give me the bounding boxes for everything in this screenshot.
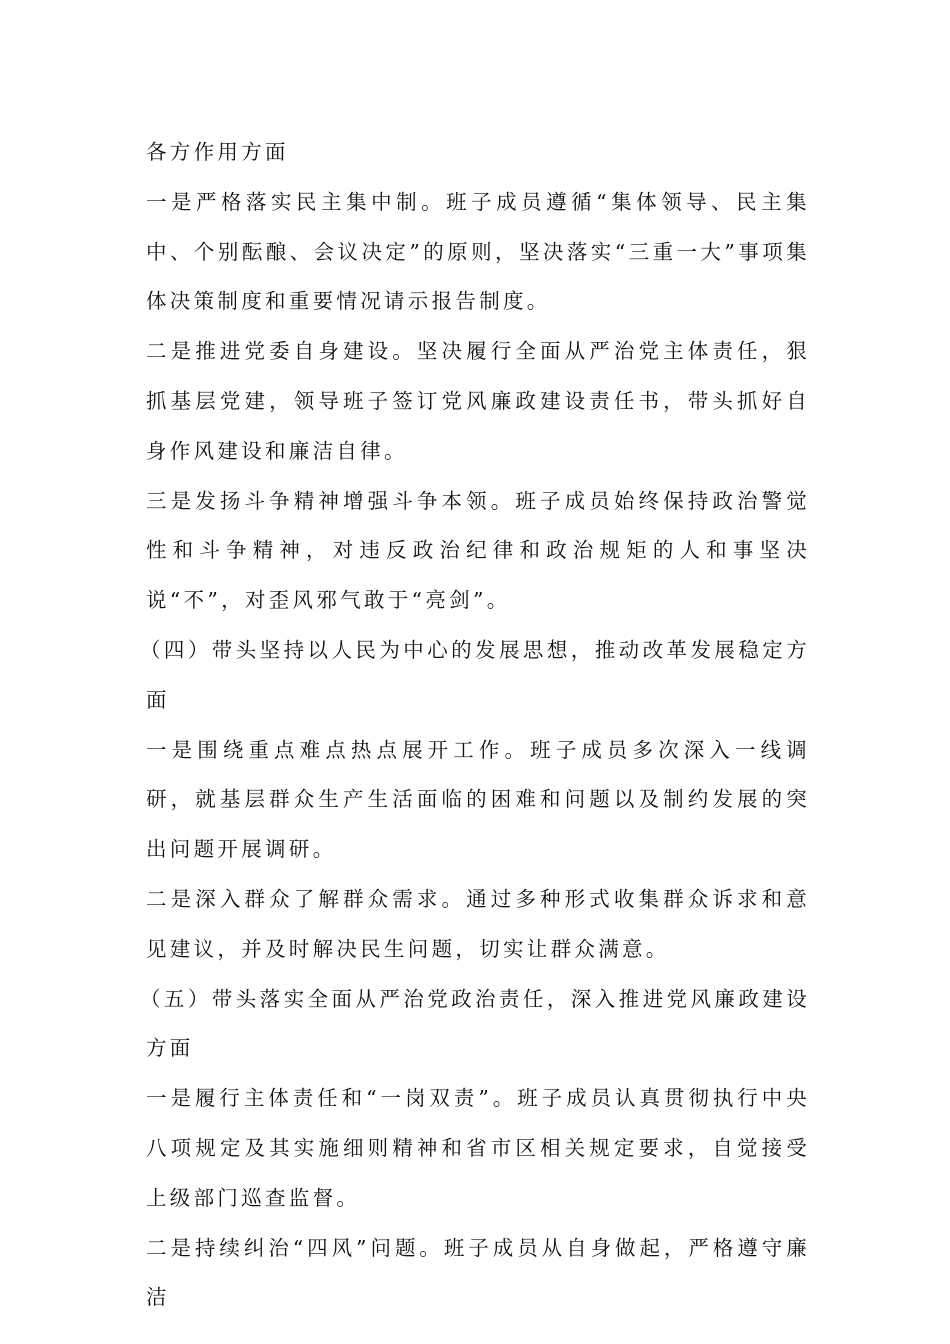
document-body [140, 128, 810, 1323]
paragraph-section-tail: 各方作用方面 [146, 140, 289, 164]
paragraph-democratic-centralism: 一是严格落实民主集中制。班子成员遵循“集体领导、民主集中、个别酝酿、会议决定”的原则，坚决落实“三重一大”事项集体决策制度和重要情况请示报告制度。 [146, 189, 810, 314]
section-heading-four: （四）带头坚持以人民为中心的发展思想，推动改革发展稳定方面 [140, 637, 810, 712]
paragraph-public-needs: 二是深入群众了解群众需求。通过多种形式收集群众诉求和意见建议，并及时解决民生问题，切实让群众满意。 [146, 886, 810, 961]
paragraph-key-issues: 一是围绕重点难点热点展开工作。班子成员多次深入一线调研，就基层群众生产生活面临的困难和问题以及制约发展的突出问题开展调研。 [146, 737, 810, 862]
paragraph-four-winds: 二是持续纠治“四风”问题。班子成员从自身做起，严格遵守廉洁 [146, 1235, 810, 1310]
section-heading-five: （五）带头落实全面从严治党政治责任，深入推进党风廉政建设方面 [140, 986, 810, 1061]
paragraph-struggle-spirit: 三是发扬斗争精神增强斗争本领。班子成员始终保持政治警觉性和斗争精神，对违反政治纪律和政治规矩的人和事坚决说“不”，对歪风邪气敢于“亮剑”。 [146, 488, 810, 613]
paragraph-main-responsibility: 一是履行主体责任和“一岗双责”。班子成员认真贯彻执行中央八项规定及其实施细则精神和省市区相关规定要求，自觉接受上级部门巡查监督。 [146, 1086, 810, 1210]
paragraph-party-building: 二是推进党委自身建设。坚决履行全面从严治党主体责任，狠抓基层党建，领导班子签订党风廉政建设责任书，带头抓好自身作风建设和廉洁自律。 [146, 339, 810, 463]
